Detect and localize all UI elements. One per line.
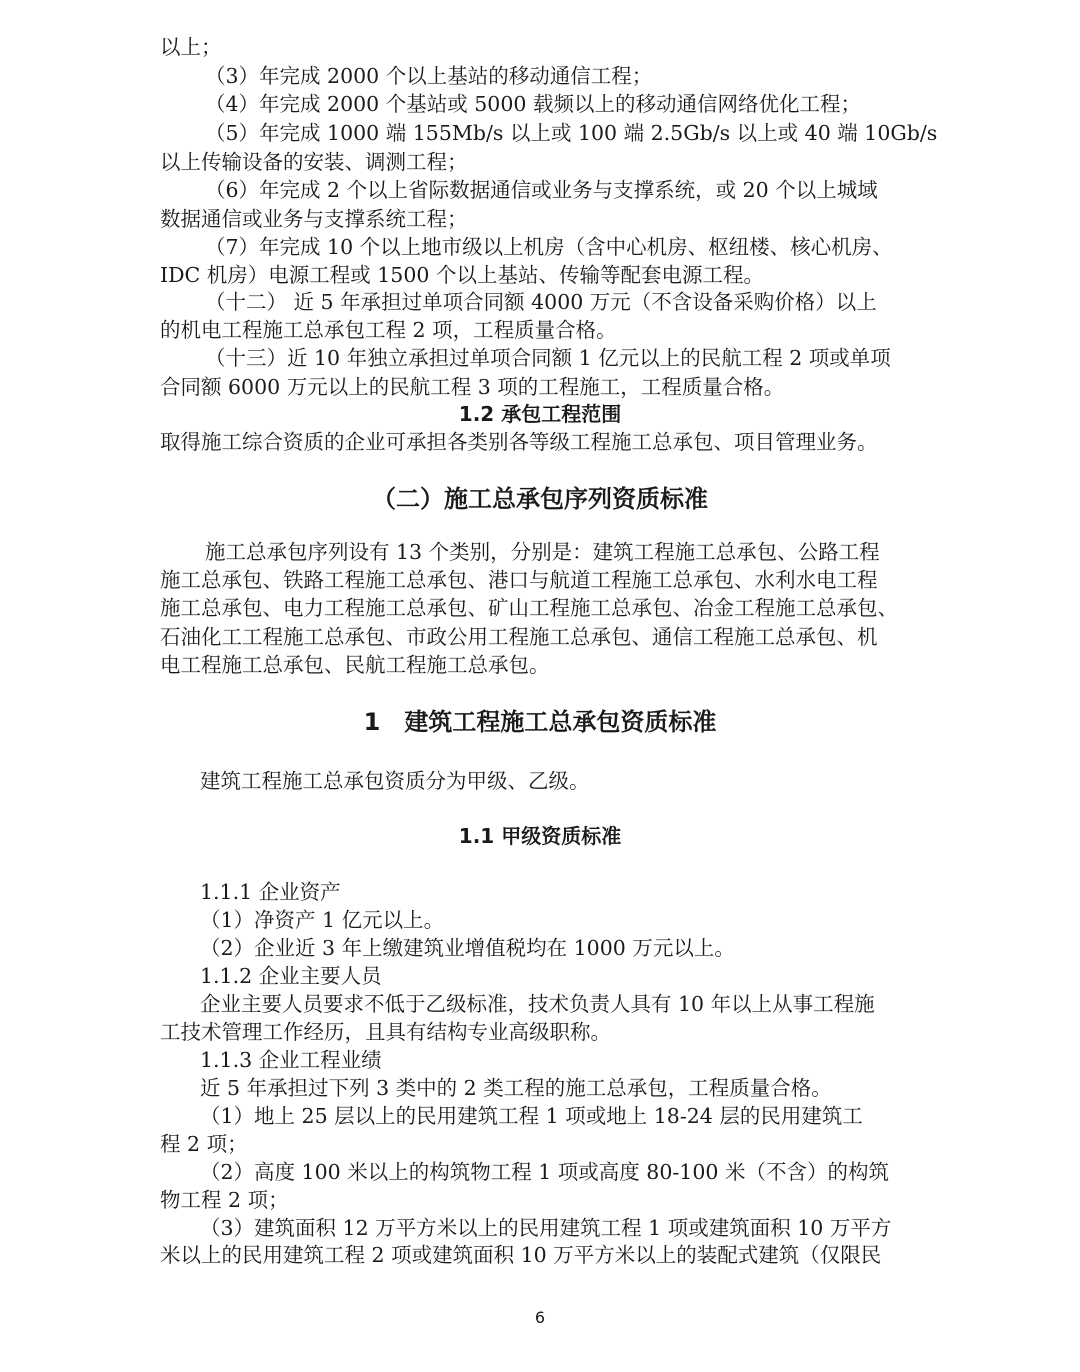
text-line: 1.1.3 企业工程业绩: [200, 1048, 382, 1072]
text-line: 取得施工综合资质的企业可承担各类别各等级工程施工总承包、项目管理业务。: [160, 430, 878, 454]
section-heading-1-1: 1.1 甲级资质标准: [458, 824, 622, 848]
text-line: 以上；: [160, 35, 222, 59]
text-line: （十三）近 10 年独立承担过单项合同额 1 亿元以上的民航工程 2 项或单项: [205, 346, 891, 370]
text-line: 程 2 项；: [160, 1132, 248, 1156]
section-title: （二）施工总承包序列资质标准: [372, 485, 708, 513]
text-line: 工技术管理工作经历，且具有结构专业高级职称。: [160, 1020, 611, 1044]
text-line: （1）净资产 1 亿元以上。: [200, 908, 445, 932]
text-line: 石油化工工程施工总承包、市政公用工程施工总承包、通信工程施工总承包、机: [160, 625, 878, 649]
text-line: （5）年完成 1000 端 155Mb/s 以上或 100 端 2.5Gb/s 以上或 40 端 10Gb/s: [205, 121, 938, 145]
text-line: 合同额 6000 万元以上的民航工程 3 项的工程施工，工程质量合格。: [160, 375, 785, 399]
section-heading-1-2: 1.2 承包工程范围: [458, 402, 622, 426]
text-line: 以上传输设备的安装、调测工程；: [160, 150, 468, 174]
text-line: 的机电工程施工总承包工程 2 项，工程质量合格。: [160, 318, 617, 342]
text-line: 企业主要人员要求不低于乙级标准，技术负责人具有 10 年以上从事工程施: [200, 992, 875, 1016]
text-line: （3）建筑面积 12 万平方米以上的民用建筑工程 1 项或建筑面积 10 万平方: [200, 1216, 892, 1240]
text-line: 1.1.2 企业主要人员: [200, 964, 382, 988]
text-line: （2）高度 100 米以上的构筑物工程 1 项或高度 80-100 米（不含）的构筑: [200, 1160, 889, 1184]
text-line: 物工程 2 项；: [160, 1188, 289, 1212]
text-line: （十二） 近 5 年承担过单项合同额 4000 万元（不含设备采购价格）以上: [205, 290, 877, 314]
text-line: 电工程施工总承包、民航工程施工总承包。: [160, 653, 550, 677]
text-line: 施工总承包、铁路工程施工总承包、港口与航道工程施工总承包、水利水电工程: [160, 568, 878, 592]
text-line: （4）年完成 2000 个基站或 5000 载频以上的移动通信网络优化工程；: [205, 92, 861, 116]
chapter-title: 1 建筑工程施工总承包资质标准: [363, 708, 717, 736]
text-line: 施工总承包序列设有 13 个类别，分别是：建筑工程施工总承包、公路工程: [205, 540, 880, 564]
text-line: （1）地上 25 层以上的民用建筑工程 1 项或地上 18-24 层的民用建筑工: [200, 1104, 863, 1128]
text-line: （6）年完成 2 个以上省际数据通信或业务与支撑系统，或 20 个以上城域: [205, 178, 878, 202]
text-line: （7）年完成 10 个以上地市级以上机房（含中心机房、枢纽楼、核心机房、: [205, 235, 893, 259]
text-line: 数据通信或业务与支撑系统工程；: [160, 207, 468, 231]
text-line: （2）企业近 3 年上缴建筑业增值税均在 1000 万元以上。: [200, 936, 735, 960]
text-line: 建筑工程施工总承包资质分为甲级、乙级。: [200, 769, 590, 793]
page-number: 6: [534, 1308, 546, 1327]
text-line: 1.1.1 企业资产: [200, 880, 341, 904]
text-line: 米以上的民用建筑工程 2 项或建筑面积 10 万平方米以上的装配式建筑（仅限民: [160, 1243, 882, 1267]
text-line: 施工总承包、电力工程施工总承包、矿山工程施工总承包、冶金工程施工总承包、: [160, 596, 898, 620]
text-line: IDC 机房）电源工程或 1500 个以上基站、传输等配套电源工程。: [160, 263, 764, 287]
text-line: 近 5 年承担过下列 3 类中的 2 类工程的施工总承包，工程质量合格。: [200, 1076, 832, 1100]
text-line: （3）年完成 2000 个以上基站的移动通信工程；: [205, 64, 653, 88]
